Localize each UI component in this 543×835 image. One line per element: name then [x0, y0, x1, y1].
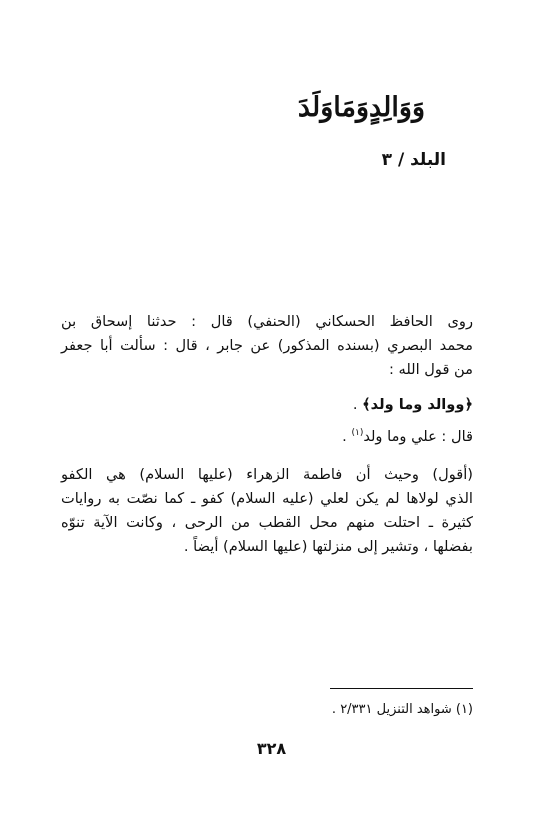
commentary-paragraph: [61, 463, 473, 559]
commentary-line: (أقول) وحيث أن فاطمة الزهراء (عليها السلام) هي الكفو: [61, 466, 473, 483]
narration-paragraph: [61, 310, 473, 382]
said-trailing-punctuation: .: [342, 428, 352, 445]
said-line: [342, 428, 473, 445]
page-number: ٣٢٨: [256, 739, 287, 758]
commentary-line: كثيرة ـ احتلت منهم محل القطب من الرحى ، وكانت الآية تنوّه: [61, 514, 473, 531]
said-text: قال : علي وما ولد: [363, 428, 473, 445]
narration-line: محمد البصري (بسنده المذكور) عن جابر ، قال : سألت أبا جعفر: [61, 337, 473, 354]
footnote-divider: [330, 688, 473, 689]
verse-trailing-punctuation: .: [352, 396, 363, 413]
narration-line: من قول الله :: [388, 361, 473, 378]
quoted-verse-line: [353, 396, 473, 413]
quoted-verse: ﴿ووالد وما ولد﴾: [362, 396, 473, 413]
narration-line: روى الحافظ الحسكاني (الحنفي) قال : حدثنا إسحاق بن: [61, 313, 473, 330]
footnote: (١) شواهد التنزيل ٢/٣٣١ .: [331, 702, 473, 717]
commentary-line: بفضلها ، وتشير إلى منزلتها (عليها السلام) أيضاً .: [183, 538, 473, 555]
calligraphic-verse-heading: وَوَالِدٍوَمَاوَلَدَ: [297, 92, 425, 123]
surah-reference: البلد / ٣: [381, 150, 446, 170]
footnote-marker: (١): [351, 428, 364, 439]
commentary-line: الذي لولاها لم يكن لعلي (عليه السلام) كفو ـ كما نصّت به روايات: [61, 490, 473, 507]
